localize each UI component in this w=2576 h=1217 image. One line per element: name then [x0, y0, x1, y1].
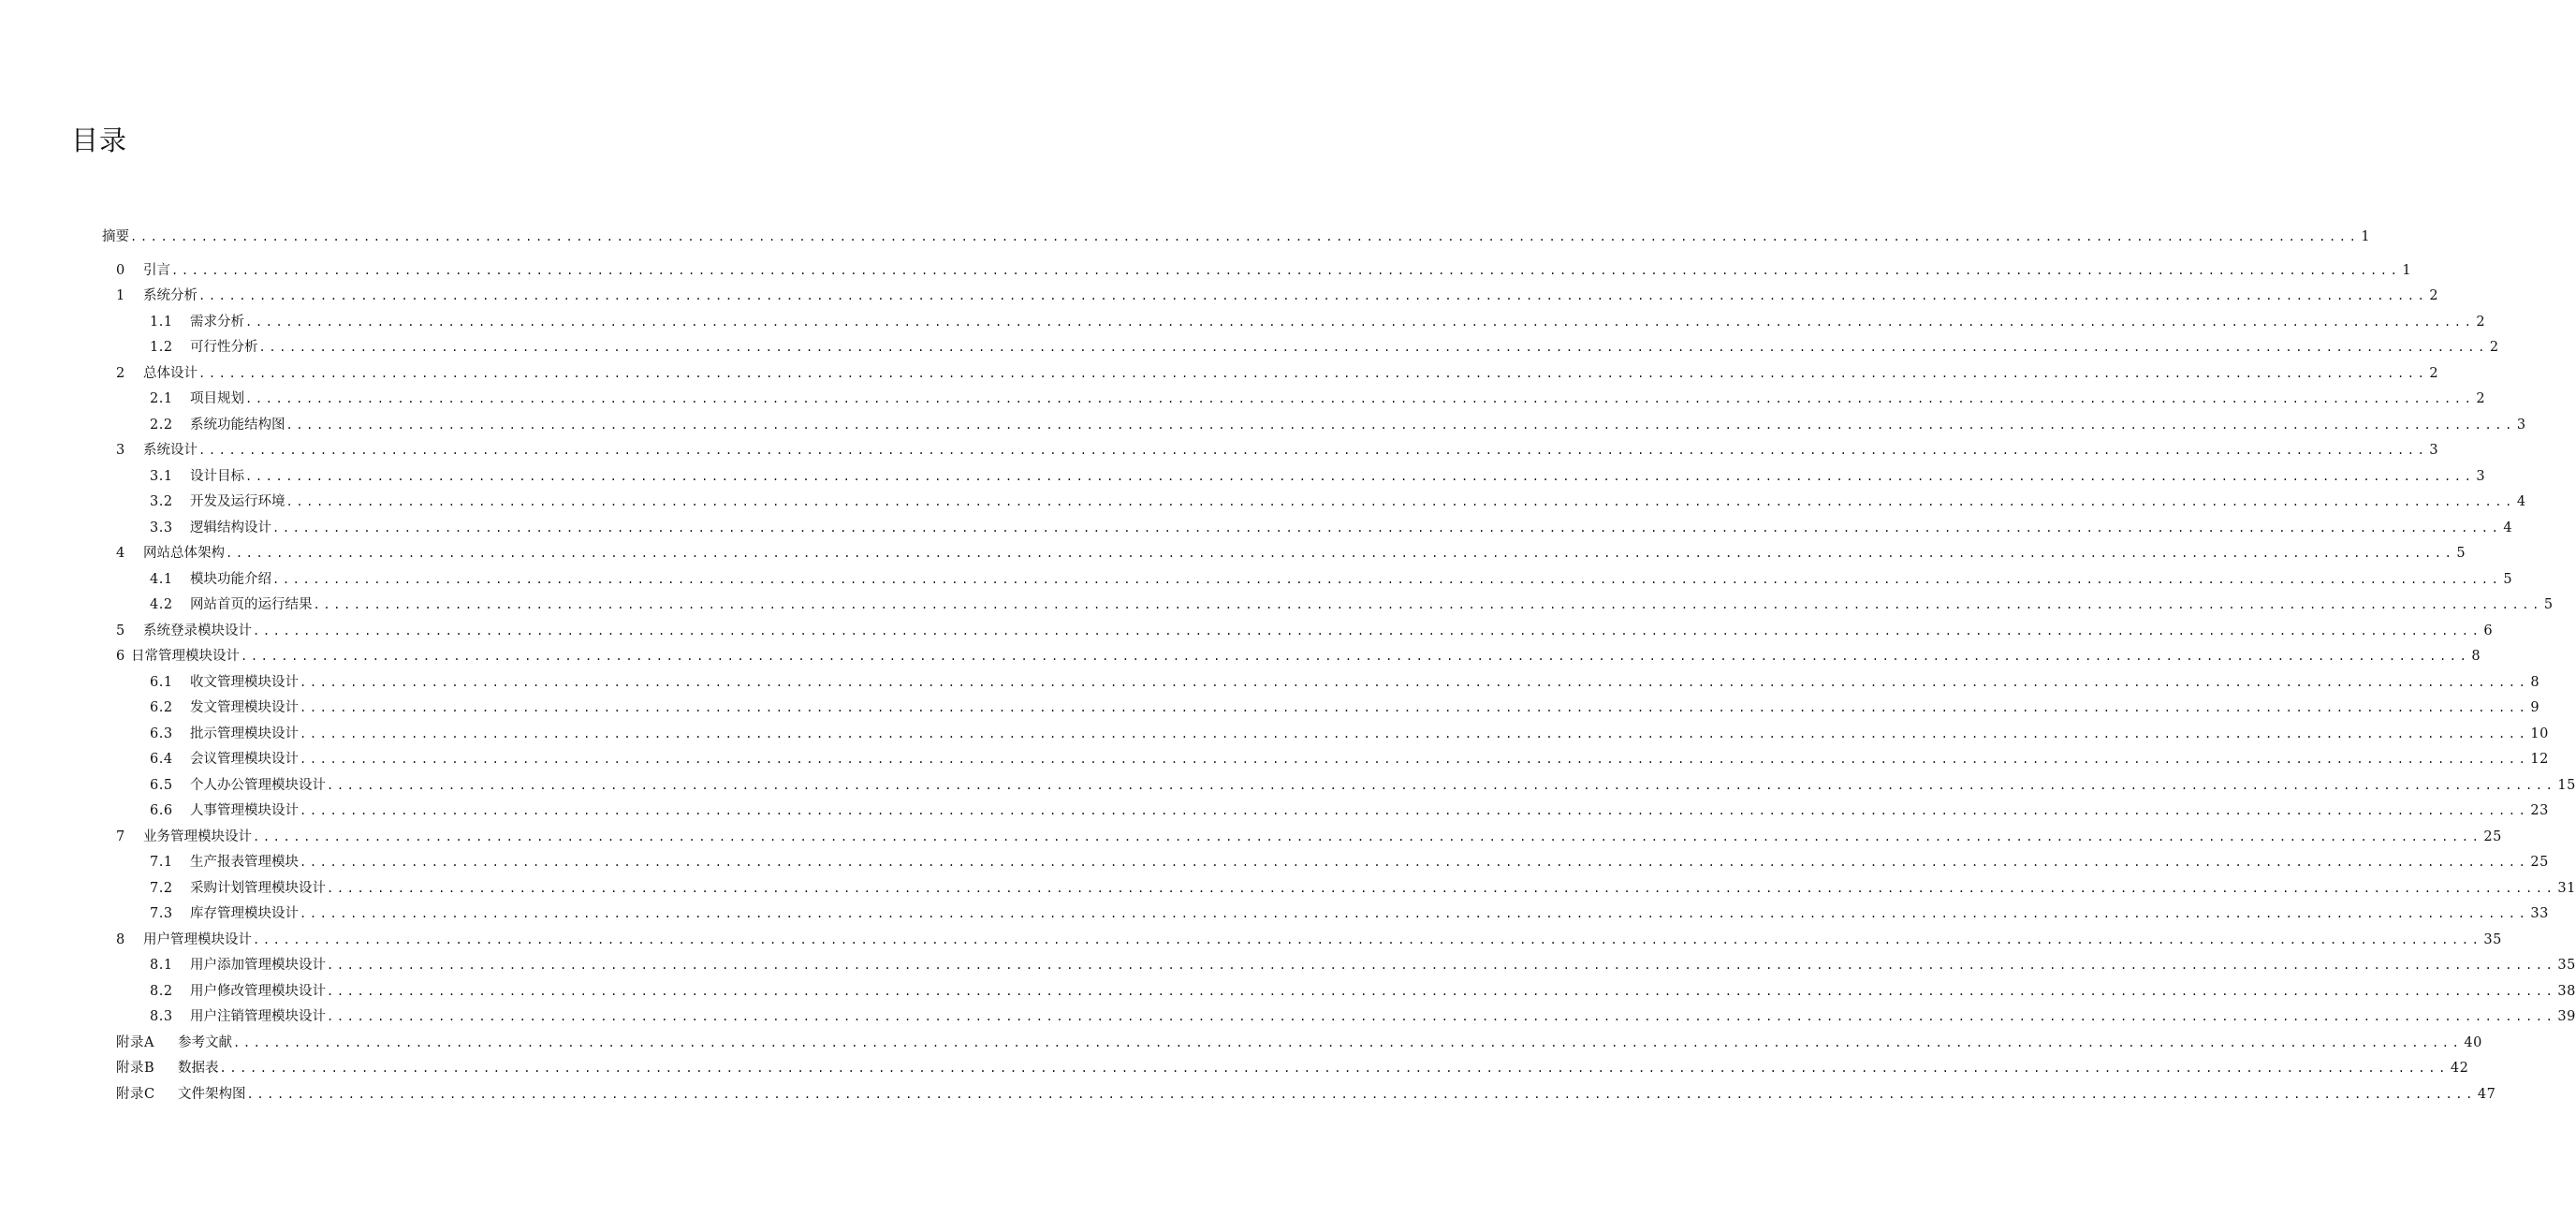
toc-entry-label: 日常管理模块设计 [131, 649, 240, 664]
toc-entry-page-number: 2 [2489, 340, 2499, 355]
toc-entry-label: 逻辑结构设计 [190, 521, 271, 535]
toc-entry-label: 库存管理模块设计 [190, 906, 299, 921]
toc-entry-page-number: 3 [2516, 418, 2526, 433]
toc-entry-page-number: 23 [2530, 803, 2549, 818]
toc-entry[interactable] [116, 646, 2481, 667]
toc-entry[interactable] [116, 827, 2502, 847]
toc-entry-label: 摘要 [102, 229, 129, 244]
toc-dot-leader: ............................................................................................................................................................................................................................ [300, 753, 2529, 766]
toc-entry[interactable] [150, 518, 2513, 538]
toc-entry[interactable] [150, 569, 2513, 590]
toc-entry-label: 用户添加管理模块设计 [190, 958, 326, 973]
toc-entry-label: 生产报表管理模块 [190, 855, 299, 870]
toc-entry-number: 8.3 [150, 1009, 173, 1024]
toc-entry-page-number: 39 [2557, 1009, 2576, 1024]
toc-entry-label: 系统设计 [143, 443, 198, 458]
toc-entry[interactable] [116, 621, 2494, 641]
toc-entry[interactable] [116, 1084, 2496, 1105]
toc-entry-label: 人事管理模块设计 [190, 803, 299, 818]
toc-dot-leader: ............................................................................................................................................................................................................................ [130, 230, 2360, 243]
toc-dot-leader: ............................................................................................................................................................................................................................ [245, 470, 2475, 483]
toc-entry-label: 数据表 [178, 1061, 219, 1076]
toc-entry-number: 6.3 [150, 726, 173, 741]
toc-entry-label: 文件架构图 [178, 1087, 246, 1102]
toc-entry[interactable] [116, 1058, 2469, 1078]
toc-dot-leader: ............................................................................................................................................................................................................................ [285, 495, 2515, 508]
toc-entry[interactable] [150, 903, 2549, 924]
toc-entry-label: 引言 [143, 263, 170, 278]
toc-entry-page-number: 4 [2516, 494, 2526, 509]
toc-entry-page-number: 2 [2476, 315, 2486, 330]
toc-entry[interactable] [116, 930, 2502, 950]
toc-entry-page-number: 33 [2530, 906, 2549, 921]
toc-dot-leader: ............................................................................................................................................................................................................................ [198, 289, 2428, 302]
toc-entry[interactable] [150, 389, 2486, 409]
toc-entry[interactable] [116, 286, 2439, 306]
toc-entry-number: 附录B [116, 1061, 155, 1076]
toc-entry[interactable] [150, 466, 2486, 487]
toc-dot-leader: ............................................................................................................................................................................................................................ [300, 676, 2529, 689]
toc-entry[interactable] [116, 1033, 2482, 1053]
toc-entry-label: 个人办公管理模块设计 [190, 778, 326, 793]
toc-entry-page-number: 2 [2429, 288, 2439, 303]
page-title: 目录 [71, 125, 128, 156]
toc-entry[interactable] [150, 775, 2576, 796]
toc-entry-label: 用户管理模块设计 [143, 932, 252, 947]
toc-entry-page-number: 5 [2456, 546, 2466, 561]
toc-entry-number: 3.1 [150, 469, 173, 484]
toc-entry-label: 业务管理模块设计 [143, 829, 252, 844]
toc-dot-leader: ............................................................................................................................................................................................................................ [300, 727, 2529, 740]
toc-entry-page-number: 10 [2530, 726, 2549, 741]
toc-entry-page-number: 47 [2477, 1087, 2496, 1102]
toc-entry-page-number: 6 [2483, 623, 2494, 638]
toc-entry-page-number: 40 [2464, 1035, 2482, 1050]
toc-entry-label: 用户注销管理模块设计 [190, 1009, 326, 1024]
toc-dot-leader: ............................................................................................................................................................................................................................ [253, 933, 2482, 946]
toc-entry-number: 2.1 [150, 391, 173, 406]
toc-entry-number: 2 [116, 366, 125, 381]
toc-entry-number: 7.3 [150, 906, 173, 921]
toc-dot-leader: ............................................................................................................................................................................................................................ [300, 804, 2529, 817]
toc-entry-number: 6 [116, 649, 125, 664]
toc-entry[interactable] [150, 955, 2576, 975]
toc-entry[interactable] [150, 491, 2526, 512]
toc-entry-number: 6.6 [150, 803, 173, 818]
toc-entry[interactable] [150, 749, 2549, 770]
toc-entry-page-number: 1 [2361, 229, 2371, 244]
toc-dot-leader: ............................................................................................................................................................................................................................ [285, 418, 2515, 432]
toc-entry-number: 附录A [116, 1035, 154, 1050]
toc-entry-number: 7.1 [150, 855, 173, 870]
toc-dot-leader: ............................................................................................................................................................................................................................ [327, 779, 2556, 792]
toc-entry-page-number: 4 [2503, 521, 2513, 535]
toc-entry-number: 附录C [116, 1087, 155, 1102]
toc-dot-leader: ............................................................................................................................................................................................................................ [245, 315, 2475, 329]
toc-entry[interactable] [150, 672, 2540, 693]
toc-entry-number: 4 [116, 546, 125, 561]
toc-dot-leader: ............................................................................................................................................................................................................................ [327, 959, 2556, 972]
toc-entry-label: 需求分析 [190, 315, 244, 330]
toc-entry-label: 总体设计 [143, 366, 198, 381]
toc-dot-leader: ............................................................................................................................................................................................................................ [327, 1010, 2556, 1023]
toc-entry-label: 用户修改管理模块设计 [190, 984, 326, 999]
toc-entry-page-number: 15 [2557, 778, 2576, 793]
toc-entry-number: 5 [116, 623, 125, 638]
toc-entry-number: 4.1 [150, 572, 173, 587]
toc-entry-page-number: 12 [2530, 752, 2549, 767]
toc-entry-number: 1 [116, 288, 125, 303]
toc-entry-page-number: 35 [2483, 932, 2502, 947]
toc-entry[interactable] [150, 594, 2554, 615]
toc-entry-page-number: 3 [2429, 443, 2439, 458]
toc-entry-number: 1.2 [150, 340, 173, 355]
toc-entry-page-number: 35 [2557, 958, 2576, 973]
toc-entry-page-number: 5 [2543, 597, 2554, 612]
toc-dot-leader: ............................................................................................................................................................................................................................ [327, 985, 2556, 998]
toc-entry-page-number: 42 [2450, 1061, 2469, 1076]
toc-dot-leader: ............................................................................................................................................................................................................................ [327, 882, 2556, 895]
toc-dot-leader: ............................................................................................................................................................................................................................ [272, 521, 2502, 535]
toc-entry-label: 参考文献 [178, 1035, 232, 1050]
toc-entry-label: 系统登录模块设计 [143, 623, 252, 638]
toc-entry-number: 3 [116, 443, 125, 458]
toc-dot-leader: ............................................................................................................................................................................................................................ [198, 367, 2428, 380]
toc-entry-number: 3.3 [150, 521, 173, 535]
toc-entry[interactable] [150, 981, 2576, 1002]
toc-entry-page-number: 31 [2557, 881, 2576, 896]
toc-entry[interactable] [102, 227, 2371, 247]
toc-entry-page-number: 9 [2530, 700, 2540, 715]
toc-dot-leader: ............................................................................................................................................................................................................................ [198, 444, 2428, 457]
toc-entry-label: 采购计划管理模块设计 [190, 881, 326, 896]
toc-entry-label: 设计目标 [190, 469, 244, 484]
toc-entry-page-number: 25 [2483, 829, 2502, 844]
toc-entry-number: 6.5 [150, 778, 173, 793]
toc-entry-label: 网站首页的运行结果 [190, 597, 313, 612]
toc-dot-leader: ............................................................................................................................................................................................................................ [241, 650, 2470, 663]
toc-entry[interactable] [150, 697, 2540, 718]
toc-entry-page-number: 25 [2530, 855, 2549, 870]
toc-dot-leader: ............................................................................................................................................................................................................................ [272, 573, 2502, 586]
toc-dot-leader: ............................................................................................................................................................................................................................ [300, 856, 2529, 869]
toc-dot-leader: ............................................................................................................................................................................................................................ [219, 1062, 2449, 1075]
toc-entry-page-number: 2 [2429, 366, 2439, 381]
toc-dot-leader: ............................................................................................................................................................................................................................ [233, 1036, 2463, 1049]
toc-entry-label: 会议管理模块设计 [190, 752, 299, 767]
toc-entry[interactable] [116, 363, 2439, 384]
toc-entry[interactable] [150, 878, 2576, 899]
toc-dot-leader: ............................................................................................................................................................................................................................ [300, 701, 2529, 714]
toc-entry-label: 项目规划 [190, 391, 244, 406]
toc-entry-number: 6.1 [150, 675, 173, 690]
toc-entry-number: 0 [116, 263, 125, 278]
toc-entry-page-number: 1 [2402, 263, 2412, 278]
toc-entry-number: 3.2 [150, 494, 173, 509]
toc-entry-number: 8 [116, 932, 125, 947]
toc-dot-leader: ............................................................................................................................................................................................................................ [246, 1088, 2476, 1101]
toc-dot-leader: ............................................................................................................................................................................................................................ [258, 341, 2488, 354]
toc-dot-leader: ............................................................................................................................................................................................................................ [245, 392, 2475, 405]
toc-entry-number: 8.1 [150, 958, 173, 973]
toc-entry-page-number: 3 [2476, 469, 2486, 484]
toc-entry-number: 8.2 [150, 984, 173, 999]
toc-entry-number: 2.2 [150, 418, 173, 433]
toc-entry-label: 开发及运行环境 [190, 494, 285, 509]
toc-entry-number: 7 [116, 829, 125, 844]
toc-dot-leader: ............................................................................................................................................................................................................................ [253, 624, 2482, 638]
toc-entry[interactable] [150, 724, 2549, 744]
toc-entry-page-number: 8 [2530, 675, 2540, 690]
toc-entry[interactable] [150, 312, 2486, 332]
toc-entry-page-number: 38 [2557, 984, 2576, 999]
toc-entry-page-number: 5 [2503, 572, 2513, 587]
toc-dot-leader: ............................................................................................................................................................................................................................ [226, 547, 2455, 560]
toc-entry-page-number: 8 [2471, 649, 2481, 664]
toc-entry-page-number: 2 [2476, 391, 2486, 406]
toc-entry[interactable] [116, 543, 2466, 564]
toc-entry[interactable] [116, 260, 2412, 281]
toc-entry[interactable] [150, 415, 2526, 435]
toc-dot-leader: ............................................................................................................................................................................................................................ [171, 264, 2401, 277]
toc-entry[interactable] [150, 852, 2549, 872]
toc-dot-leader: ............................................................................................................................................................................................................................ [313, 598, 2542, 611]
toc-entry-number: 4.2 [150, 597, 173, 612]
toc-entry-label: 可行性分析 [190, 340, 258, 355]
toc-entry-label: 收文管理模块设计 [190, 675, 299, 690]
toc-entry-label: 批示管理模块设计 [190, 726, 299, 741]
toc-entry-number: 6.2 [150, 700, 173, 715]
toc-entry-number: 6.4 [150, 752, 173, 767]
toc-entry[interactable] [150, 800, 2549, 821]
toc-entry-number: 1.1 [150, 315, 173, 330]
toc-entry-number: 7.2 [150, 881, 173, 896]
toc-entry-label: 系统分析 [143, 288, 198, 303]
toc-dot-leader: ............................................................................................................................................................................................................................ [300, 907, 2529, 920]
toc-entry[interactable] [150, 337, 2499, 358]
toc-dot-leader: ............................................................................................................................................................................................................................ [253, 830, 2482, 843]
toc-entry-label: 网站总体架构 [143, 546, 225, 561]
toc-entry[interactable] [150, 1006, 2576, 1027]
toc-entry[interactable] [116, 440, 2439, 461]
toc-entry-label: 系统功能结构图 [190, 418, 285, 433]
toc-entry-label: 模块功能介绍 [190, 572, 271, 587]
toc-entry-label: 发文管理模块设计 [190, 700, 299, 715]
